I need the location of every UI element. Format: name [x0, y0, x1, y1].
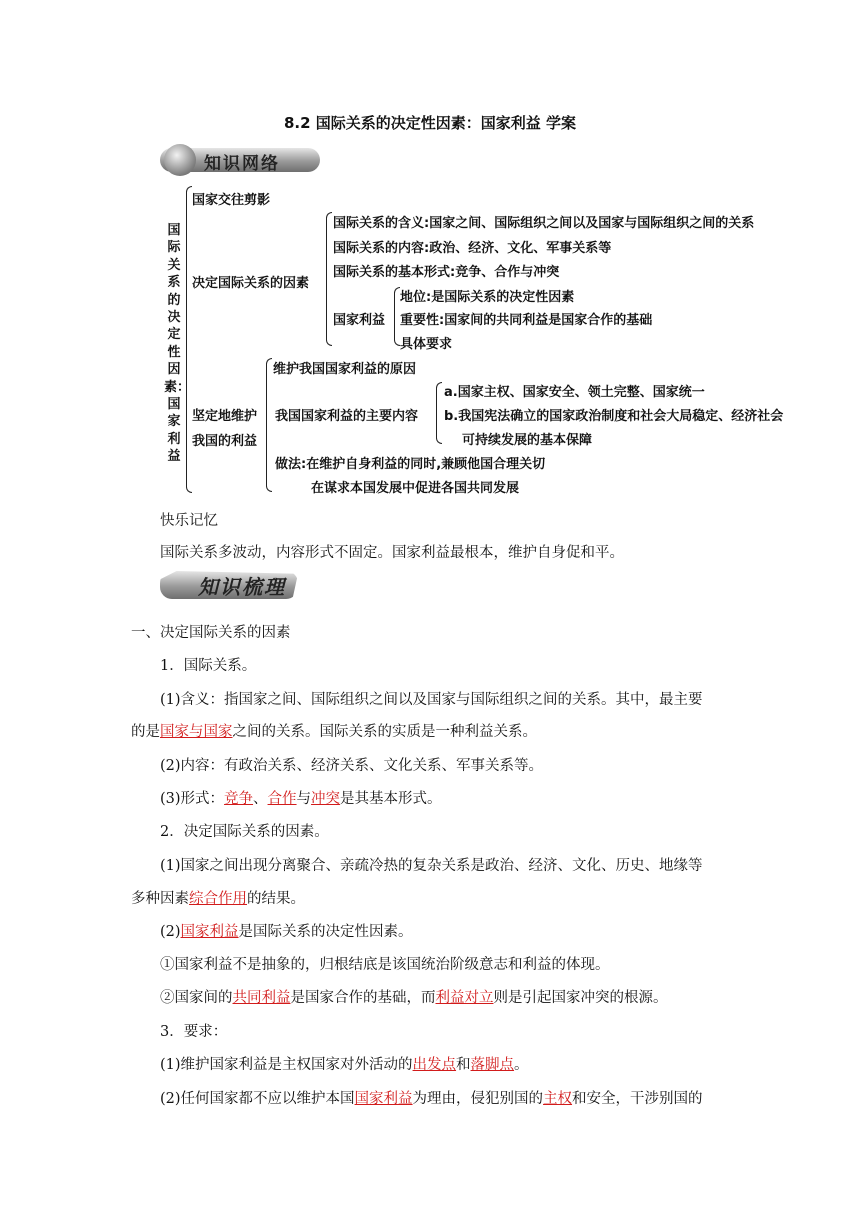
- network-node: 维护我国国家利益的原因: [273, 362, 417, 377]
- memo-text: 国际关系多波动，内容形式不固定。国家利益最根本，维护自身促和平。: [160, 545, 624, 561]
- highlight-term: 落脚点: [470, 1057, 515, 1073]
- emblem-icon: [164, 144, 196, 176]
- banner-label: 知识网络: [204, 154, 280, 174]
- paragraph: ②国家间的共同利益是国家合作的基础，而利益对立则是引起国家冲突的根源。: [160, 990, 668, 1006]
- network-node: 具体要求: [400, 337, 453, 352]
- highlight-term: 冲突: [311, 791, 341, 807]
- network-node: 我国国家利益的主要内容: [275, 409, 419, 424]
- paragraph: 2．决定国际关系的因素。: [160, 824, 329, 840]
- paragraph: (3)形式：竞争、合作与冲突是其基本形式。: [160, 791, 442, 807]
- highlight-term: 国家利益: [354, 1091, 413, 1107]
- sub-brace: [436, 382, 442, 444]
- highlight-term: 综合作用: [189, 891, 247, 907]
- banner-label: 知识梳理: [198, 575, 286, 599]
- paragraph: (1)维护国家利益是主权国家对外活动的出发点和落脚点。: [160, 1057, 529, 1073]
- knowledge-network-banner: [160, 144, 330, 178]
- network-node: 地位:是国际关系的决定性因素: [400, 290, 575, 305]
- network-root: 国际关系的决定性因素：国家利益: [164, 223, 191, 465]
- highlight-term: 利益对立: [435, 990, 494, 1006]
- network-node: b.我国宪法确立的国家政治制度和社会大局稳定、经济社会: [444, 409, 784, 424]
- paragraph: 的是国家与国家之间的关系。国际关系的实质是一种利益关系。: [131, 724, 537, 740]
- highlight-term: 共同利益: [232, 990, 291, 1006]
- highlight-term: 出发点: [412, 1057, 457, 1073]
- paragraph: (2)国家利益是国际关系的决定性因素。: [160, 924, 413, 940]
- page-title: 8.2 国际关系的决定性因素：国家利益 学案: [283, 114, 577, 132]
- paragraph: (2)任何国家都不应以维护本国国家利益为理由，侵犯别国的主权和安全，干涉别国的: [160, 1091, 703, 1107]
- paragraph: (2)内容：有政治关系、经济关系、文化关系、军事关系等。: [160, 758, 544, 774]
- network-node: 国家利益: [333, 313, 386, 328]
- memo-label: 快乐记忆: [160, 513, 218, 529]
- network-node: 国家交往剪影: [192, 193, 271, 208]
- highlight-term: 主权: [543, 1091, 573, 1107]
- highlight-term: 竞争: [224, 791, 254, 807]
- network-node: 重要性:国家间的共同利益是国家合作的基础: [400, 313, 653, 328]
- network-node: 国际关系的内容:政治、经济、文化、军事关系等: [333, 241, 612, 256]
- network-node: 国际关系的含义:国家之间、国际组织之间以及国家与国际组织之间的关系: [333, 216, 755, 231]
- paragraph: (1)含义：指国家之间、国际组织之间以及国家与国际组织之间的关系。其中，最主要: [160, 692, 703, 708]
- network-node: 坚定地维护: [192, 409, 258, 424]
- network-node: 国际关系的基本形式:竞争、合作与冲突: [333, 265, 560, 280]
- paragraph: (1)国家之间出现分离聚合、亲疏冷热的复杂关系是政治、经济、文化、历史、地缘等: [160, 858, 703, 874]
- sub-brace: [266, 358, 272, 492]
- network-node: 做法:在维护自身利益的同时,兼顾他国合理关切: [275, 457, 546, 472]
- paragraph: 多种因素综合作用的结果。: [131, 891, 305, 907]
- highlight-term: 国家与国家: [160, 724, 233, 740]
- highlight-term: 合作: [267, 791, 297, 807]
- paragraph: ①国家利益不是抽象的，归根结底是该国统治阶级意志和利益的体现。: [160, 957, 610, 973]
- knowledge-review-banner: [160, 569, 310, 603]
- section-heading: 一、决定国际关系的因素: [131, 625, 291, 641]
- network-node: 我国的利益: [192, 434, 258, 449]
- network-node: a.国家主权、国家安全、领土完整、国家统一: [444, 385, 705, 400]
- paragraph: 3．要求：: [160, 1024, 228, 1040]
- network-node: 在谋求本国发展中促进各国共同发展: [311, 481, 520, 496]
- network-node: 可持续发展的基本保障: [462, 433, 593, 448]
- paragraph: 1．国际关系。: [160, 658, 257, 674]
- highlight-term: 国家利益: [180, 924, 239, 940]
- network-node: 决定国际关系的因素: [192, 276, 310, 291]
- sub-brace: [326, 212, 332, 346]
